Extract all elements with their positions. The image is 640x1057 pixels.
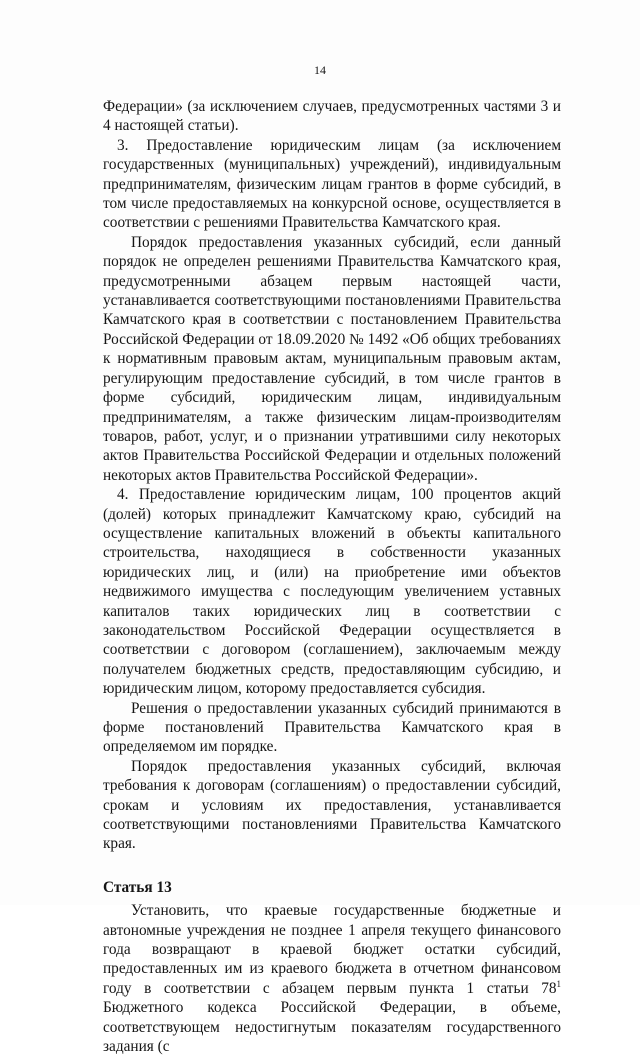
article-13-text-end: Бюджетного кодекса Российской Федерации, в объеме, соответствующем недостигнутым показателям государственного задания (с: [103, 999, 561, 1056]
paragraph-part-3: 3. Предоставление юридическим лицам (за исключением государственных (муниципальных) учреждений), индивидуальным предпринимателям, физическим лицам грантов в форме субсидий, в том числе предоставляемых на конкурсной основе, осуществляется в соответствии с решениями Правительства Камчатского края.: [103, 136, 561, 232]
paragraph-procedure-grants: Порядок предоставления указанных субсидий, если данный порядок не определен решениями Правительства Камчатского края, предусмотренными абзацем первым настоящей части, устанавливается соответствующими постановлениями Правительства Камчатского края в соответствии с постановлением Правительства Российской Федерации от 18.09.2020 № 1492 «Об общих требованиях к нормативным правовым актам, муниципальным правовым актам, регулирующим предоставление субсидий, в том числе грантов в форме субсидий, юридическим лицам, индивидуальным предпринимателям, а также физическим лицам-производителям товаров, работ, услуг, и о признании утратившими силу некоторых актов Правительства Российской Федерации и отдельных положений некоторых актов Правительства Российской Федерации».: [103, 233, 561, 484]
paragraph-article-13: [103, 901, 561, 1056]
paragraph-procedure-subsidies: Порядок предоставления указанных субсидий, включая требования к договорам (соглашениям) о предоставлении субсидий, срокам и условиям их предоставления, устанавливается соответствующими постановлениями Правительства Камчатского края.: [103, 757, 561, 853]
page-number: 14: [314, 63, 326, 77]
paragraph-continuation: Федерации» (за исключением случаев, предусмотренных частями 3 и 4 настоящей статьи).: [103, 98, 561, 135]
paragraph-part-4: 4. Предоставление юридическим лицам, 100 процентов акций (долей) которых принадлежит Камчатскому краю, субсидий на осуществление капитальных вложений в объекты капитального строительства, находящиеся в собственности указанных юридических лиц, и (или) на приобретение ими объектов недвижимого имущества с последующим увеличением уставных капиталов таких юридических лиц в соответствии с законодательством Российской Федерации осуществляется в соответствии с договором (соглашением), заключаемым между получателем бюджетных средств, предоставляющим субсидию, и юридическим лицом, которому предоставляется субсидия.: [103, 486, 561, 698]
article-13-text-start: Установить, что краевые государственные бюджетные и автономные учреждения не позднее 1 апреля текущего финансового года возвращают в краевой бюджет остатки субсидий, предоставленных им из краевого бюджета в отчетном финансовом году в соответствии с абзацем первым пункта 1 статьи 78: [103, 902, 561, 997]
paragraph-decisions: Решения о предоставлении указанных субсидий принимаются в форме постановлений Правительства Камчатского края в определяемом им порядке.: [103, 699, 561, 756]
document-body: [103, 97, 561, 1057]
article-13-heading: Статья 13: [103, 878, 172, 896]
article-superscript: 1: [556, 978, 561, 989]
